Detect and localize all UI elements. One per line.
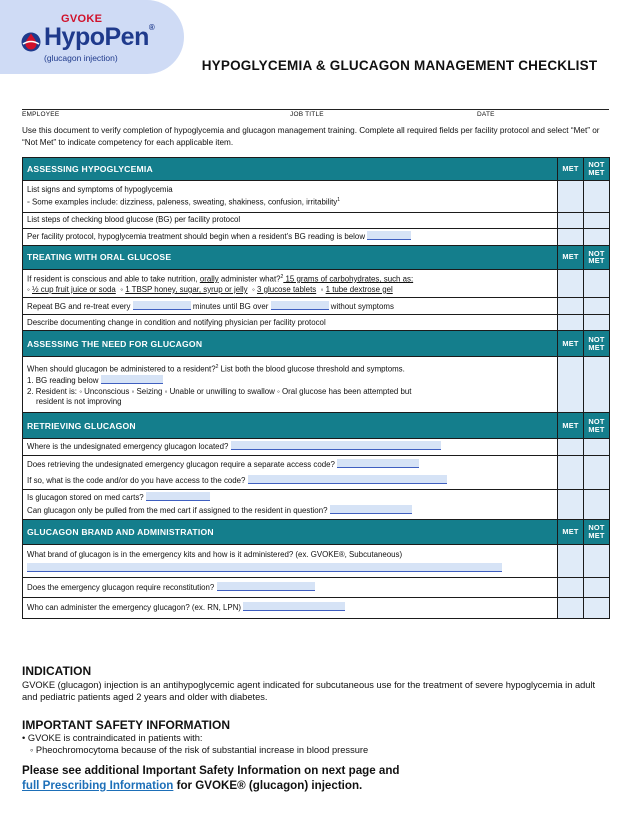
date-label: DATE [477, 111, 495, 118]
met-column-header: MET [558, 245, 584, 269]
section-title: ASSESSING THE NEED FOR GLUCAGON [23, 331, 558, 357]
not-met-checkbox[interactable] [584, 490, 610, 520]
met-checkbox[interactable] [558, 456, 584, 490]
section-title: TREATING WITH ORAL GLUCOSE [23, 245, 558, 269]
met-column-header: MET [558, 413, 584, 439]
brand-administration-field[interactable] [27, 563, 502, 572]
row-text: Is glucagon stored on med carts? Can glucagon only be pulled from the med cart if assigned to the resident in question? [23, 490, 558, 520]
gvoke-hypopen-logo [20, 13, 170, 65]
not-met-checkbox[interactable] [584, 315, 610, 331]
table-row [23, 229, 610, 246]
bg-threshold-field[interactable] [367, 231, 411, 240]
logo-hypopen-text: HypoPen® [44, 23, 155, 51]
job-title-label: JOB TITLE [290, 111, 324, 118]
met-checkbox[interactable] [558, 598, 584, 619]
indication-heading: INDICATION [22, 664, 92, 678]
retreat-minutes-field[interactable] [133, 301, 191, 310]
not-met-checkbox[interactable] [584, 229, 610, 246]
met-checkbox[interactable] [558, 298, 584, 315]
row-text: What brand of glucagon is in the emergency kits and how is it administered? (ex. GVOKE®, Subcutaneous) [23, 545, 558, 578]
access-code-required-field[interactable] [337, 459, 419, 468]
signature-line [22, 109, 609, 110]
table-row [23, 439, 610, 456]
not-met-column-header: NOT MET [584, 413, 610, 439]
not-met-checkbox[interactable] [584, 357, 610, 413]
row-text: List steps of checking blood glucose (BG) per facility protocol [23, 213, 558, 229]
table-row [23, 357, 610, 413]
not-met-checkbox[interactable] [584, 298, 610, 315]
bg-target-field[interactable] [271, 301, 329, 310]
not-met-checkbox[interactable] [584, 181, 610, 213]
table-row [23, 578, 610, 598]
checklist-table [22, 157, 610, 619]
not-met-checkbox[interactable] [584, 213, 610, 229]
section-title: GLUCAGON BRAND AND ADMINISTRATION [23, 520, 558, 545]
table-row [23, 298, 610, 315]
not-met-checkbox[interactable] [584, 545, 610, 578]
safety-contraindication: • GVOKE is contraindicated in patients with: [22, 733, 203, 743]
prescribing-information-link[interactable]: full Prescribing Information [22, 779, 174, 792]
access-code-field[interactable] [248, 475, 447, 484]
row-text: Repeat BG and re-treat every minutes until BG over without symptoms [23, 298, 558, 315]
med-cart-pull-field[interactable] [330, 505, 412, 514]
section-title: RETRIEVING GLUCAGON [23, 413, 558, 439]
table-row [23, 269, 610, 298]
glucagon-location-field[interactable] [231, 441, 441, 450]
med-cart-storage-field[interactable] [146, 492, 210, 501]
not-met-checkbox[interactable] [584, 439, 610, 456]
option-honey: 1 TBSP honey, sugar, syrup or jelly [125, 284, 248, 294]
met-column-header: MET [558, 520, 584, 545]
row-text: List signs and symptoms of hypoglycemia ◦ Some examples include: dizziness, paleness, sweating, shakiness, confusion, irritability$^1$ [23, 181, 558, 213]
option-dextrose-gel: 1 tube dextrose gel [325, 284, 393, 294]
safety-heading: IMPORTANT SAFETY INFORMATION [22, 718, 230, 732]
row-text: If resident is conscious and able to take nutrition, orally administer what?$^2$ 15 grams of carbohydrates, such as: ◦ ½ cup fruit juice or soda ◦ 1 TBSP honey, sugar, syrup or jelly ◦ 3 glucose tablets ◦ 1 tube dextrose gel [23, 269, 558, 298]
blood-drop-icon [20, 30, 42, 52]
bg-reading-field[interactable] [101, 375, 163, 384]
not-met-checkbox[interactable] [584, 598, 610, 619]
row-text: Does the emergency glucagon require reconstitution? [23, 578, 558, 598]
logo-gvoke-text: GVOKE [61, 13, 103, 25]
section-header-retrieving-glucagon [23, 413, 610, 439]
table-row [23, 490, 610, 520]
table-row [23, 315, 610, 331]
met-column-header: MET [558, 158, 584, 181]
table-row [23, 213, 610, 229]
row-text: Describe documenting change in condition and notifying physician per facility protocol [23, 315, 558, 331]
row-text: Who can administer the emergency glucagon? (ex. RN, LPN) [23, 598, 558, 619]
row-text: Where is the undesignated emergency glucagon located? [23, 439, 558, 456]
option-fruit-juice: ½ cup fruit juice or soda [32, 284, 116, 294]
not-met-checkbox[interactable] [584, 578, 610, 598]
met-checkbox[interactable] [558, 357, 584, 413]
not-met-column-header: NOT MET [584, 158, 610, 181]
not-met-column-header: NOT MET [584, 245, 610, 269]
table-row [23, 456, 610, 490]
row-text: Per facility protocol, hypoglycemia treatment should begin when a resident’s BG reading is below [23, 229, 558, 246]
section-title: ASSESSING HYPOGLYCEMIA [23, 158, 558, 181]
row-text: Does retrieving the undesignated emergency glucagon require a separate access code? If so, what is the code and/or do you have access to the code? [23, 456, 558, 490]
logo-subtitle: (glucagon injection) [44, 53, 118, 63]
reconstitution-field[interactable] [217, 582, 315, 591]
met-column-header: MET [558, 331, 584, 357]
met-checkbox[interactable] [558, 578, 584, 598]
met-checkbox[interactable] [558, 181, 584, 213]
not-met-column-header: NOT MET [584, 331, 610, 357]
see-additional-isi: Please see additional Important Safety Information on next page and [22, 764, 400, 777]
section-header-treating-oral-glucose [23, 245, 610, 269]
employee-label: EMPLOYEE [22, 111, 60, 118]
row-text: When should glucagon be administered to a resident?$^2$ List both the blood glucose threshold and symptoms. 1. BG reading below 2. Resident is: ◦ Unconscious ◦ Seizing ◦ Unable or unwilling to swallow ◦ Oral glucose has been attempted but resident is not improving [23, 357, 558, 413]
met-checkbox[interactable] [558, 269, 584, 298]
met-checkbox[interactable] [558, 490, 584, 520]
section-header-assessing-need-glucagon [23, 331, 610, 357]
table-row [23, 181, 610, 213]
met-checkbox[interactable] [558, 213, 584, 229]
not-met-checkbox[interactable] [584, 269, 610, 298]
safety-pheochromocytoma: ◦ Pheochromocytoma because of the risk of substantial increase in blood pressure [30, 745, 369, 755]
not-met-checkbox[interactable] [584, 456, 610, 490]
met-checkbox[interactable] [558, 315, 584, 331]
met-checkbox[interactable] [558, 439, 584, 456]
administrator-field[interactable] [243, 602, 345, 611]
met-checkbox[interactable] [558, 229, 584, 246]
prescribing-info-line: full Prescribing Information for GVOKE® (glucagon) injection. [22, 779, 363, 792]
section-header-assessing-hypoglycemia [23, 158, 610, 181]
not-met-column-header: NOT MET [584, 520, 610, 545]
indication-text: GVOKE (glucagon) injection is an antihypoglycemic agent indicated for subcutaneous use for the treatment of severe hypoglycemia in adult and pediatric patients aged 2 years and older with diabetes. [22, 680, 596, 702]
table-row [23, 545, 610, 578]
table-row [23, 598, 610, 619]
option-glucose-tablets: 3 glucose tablets [256, 284, 317, 294]
met-checkbox[interactable] [558, 545, 584, 578]
intro-text: Use this document to verify completion of hypoglycemia and glucagon management training. Complete all required fields per facility protocol and select “Met” or “Not Met” to indicate competency for each applicable item. [22, 126, 600, 147]
section-header-brand-administration [23, 520, 610, 545]
page-title: HYPOGLYCEMIA & GLUCAGON MANAGEMENT CHECKLIST [201, 58, 598, 73]
